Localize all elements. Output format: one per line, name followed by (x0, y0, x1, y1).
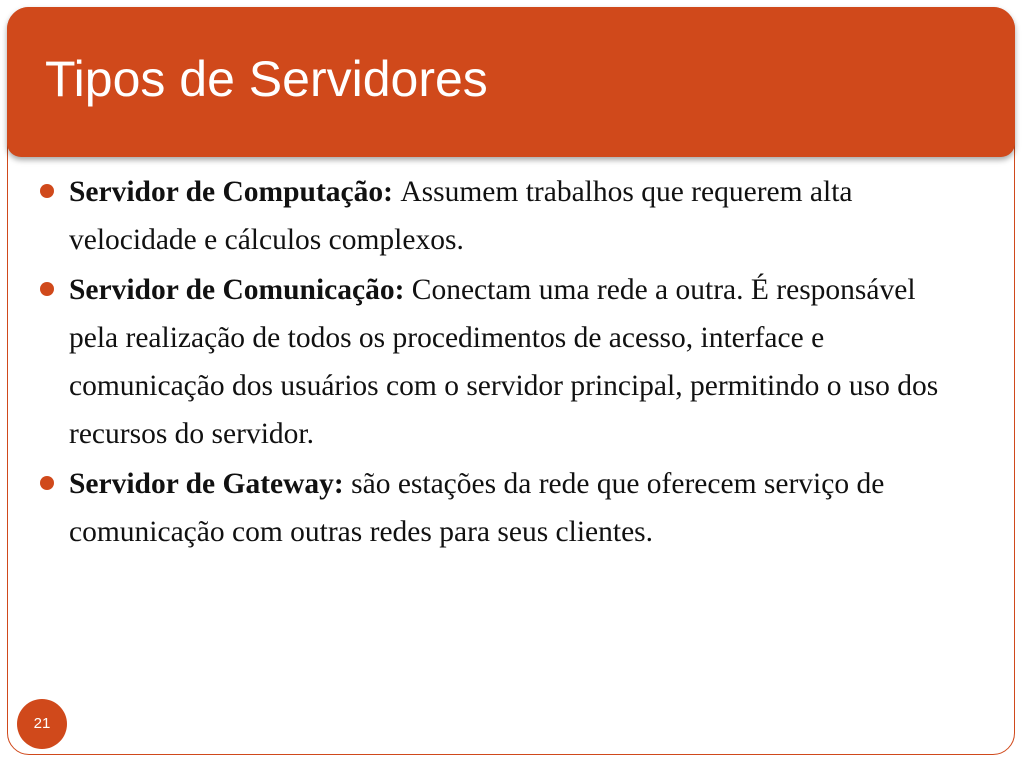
title-bar (7, 7, 1015, 157)
bullet-term: Servidor de Computação: (69, 176, 401, 208)
page-number-badge: 21 (17, 699, 67, 749)
bullet-item (40, 266, 970, 458)
bullet-dot-icon (40, 282, 54, 296)
bullet-list (40, 168, 970, 558)
bullet-dot-icon (40, 476, 54, 490)
bullet-item (40, 460, 970, 556)
bullet-term: Servidor de Comunicação: (69, 274, 412, 306)
slide-title: Tipos de Servidores (45, 51, 488, 107)
bullet-text: são estações da rede que oferecem serviço de comunicação com outras redes para seus clientes. (69, 468, 885, 548)
bullet-text: Assumem trabalhos que requerem alta velocidade e cálculos complexos. (69, 176, 853, 256)
bullet-dot-icon (40, 184, 54, 198)
bullet-term: Servidor de Gateway: (69, 468, 352, 500)
bullet-item (40, 168, 970, 264)
bullet-text: Conectam uma rede a outra. É responsável pela realização de todos os procedimentos de acesso, interface e comunicação dos usuários com o servidor principal, permitindo o uso dos recursos do servidor. (69, 274, 939, 450)
